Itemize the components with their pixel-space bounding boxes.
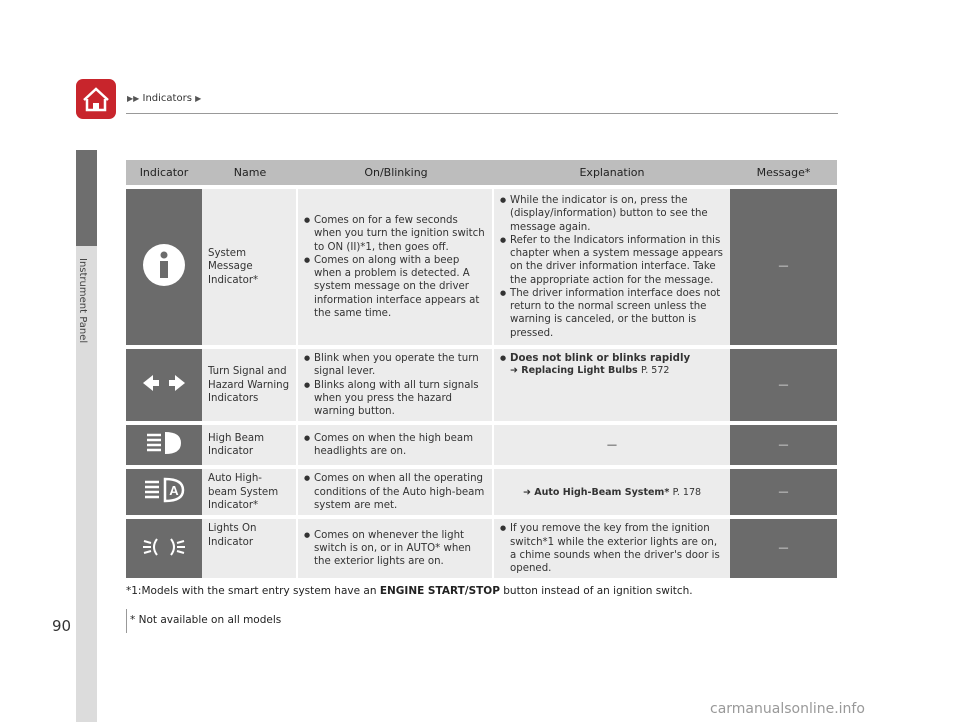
explanation-bold: Does not blink or blinks rapidly [510,353,691,364]
svg-text:A: A [169,483,179,499]
indicator-name: Auto High-beam System Indicator* [202,469,298,515]
list-item: ● Blink when you operate the turn signal lever. [314,352,486,379]
on-blinking-cell [298,189,494,345]
header-name: Name [202,160,298,185]
indicator-name: High Beam Indicator [202,425,298,465]
footnote-2: * Not available on all models [130,614,282,626]
lights-on-icon [126,519,202,578]
header-on-blinking: On/Blinking [298,160,494,185]
list-item: ● Comes on when the high beam headlights are on. [314,432,486,459]
on-blinking-cell [298,349,494,421]
table-row [126,519,837,578]
table-row [126,189,837,345]
list-item: ● If you remove the key from the ignition switch*1 while the exterior lights are on, a chime sounds when the driver's door is opened. [510,522,724,575]
list-item: ● Comes on along with a beep when a problem is detected. A system message on the driver information interface appears at the same time. [314,254,486,320]
indicator-name: Lights On Indicator [202,519,298,578]
list-item: ● The driver information interface does not return to the normal screen unless the warning is canceled, or the button is pressed. [510,287,724,340]
cross-reference-link[interactable]: ➜ Replacing Light Bulbs P. 572 [510,365,670,377]
message-cell: — [730,469,837,515]
high-beam-icon [126,425,202,465]
explanation-cell [494,469,730,515]
message-cell: — [730,189,837,345]
header-message: Message* [730,160,837,185]
table-row [126,425,837,465]
footnote-rule [126,609,127,633]
on-blinking-cell [298,425,494,465]
on-blinking-cell [298,519,494,578]
message-cell: — [730,519,837,578]
auto-high-beam-icon [126,469,202,515]
watermark: carmanualsonline.info [710,701,865,717]
header-explanation: Explanation [494,160,730,185]
table-header-row [126,160,837,185]
section-title: Instrument Panel [77,258,88,344]
turn-signal-icon [126,349,202,421]
table-row [126,469,837,515]
explanation-cell [494,519,730,578]
cross-reference-link[interactable]: ➜ Auto High-Beam System* P. 178 [522,486,702,498]
breadcrumb-label: Indicators [142,93,192,104]
indicator-name: Turn Signal and Hazard Warning Indicators [202,349,298,421]
list-item: ● Refer to the Indicators information in this chapter when a system message appears on the driver information interface. Take the appropriate action for the message. [510,234,724,287]
header-indicator: Indicator [126,160,202,185]
breadcrumb-arrow-icon: ▶▶ [127,94,140,103]
on-blinking-cell [298,469,494,515]
message-cell: — [730,425,837,465]
page-number: 90 [52,617,72,635]
list-item: ● Blinks along with all turn signals when you press the hazard warning button. [314,379,486,419]
home-icon[interactable] [76,79,116,119]
message-cell: — [730,349,837,421]
information-icon [126,189,202,345]
explanation-cell [494,349,730,421]
explanation-cell: — [494,425,730,465]
list-item: ● While the indicator is on, press the (display/information) button to see the message again. [510,194,724,234]
header-rule [126,113,838,114]
table-row [126,349,837,421]
breadcrumb-arrow-icon: ▶ [195,94,202,103]
footnote-1: *1:Models with the smart entry system have an ENGINE START/STOP button instead of an ignition switch. [126,585,693,597]
list-item: ● Comes on whenever the light switch is on, or in AUTO* when the exterior lights are on. [314,529,486,569]
indicator-name: System Message Indicator* [202,189,298,345]
breadcrumb[interactable] [127,93,201,104]
reference-arrow-icon: ➜ [510,365,518,377]
indicator-table [126,156,837,582]
reference-arrow-icon: ➜ [522,486,531,498]
explanation-cell [494,189,730,345]
section-tab[interactable] [76,150,97,246]
list-item: ● Comes on when all the operating conditions of the Auto high-beam system are met. [314,472,486,512]
list-item: ● Comes on for a few seconds when you turn the ignition switch to ON (II)*1, then goes off. [314,214,486,254]
